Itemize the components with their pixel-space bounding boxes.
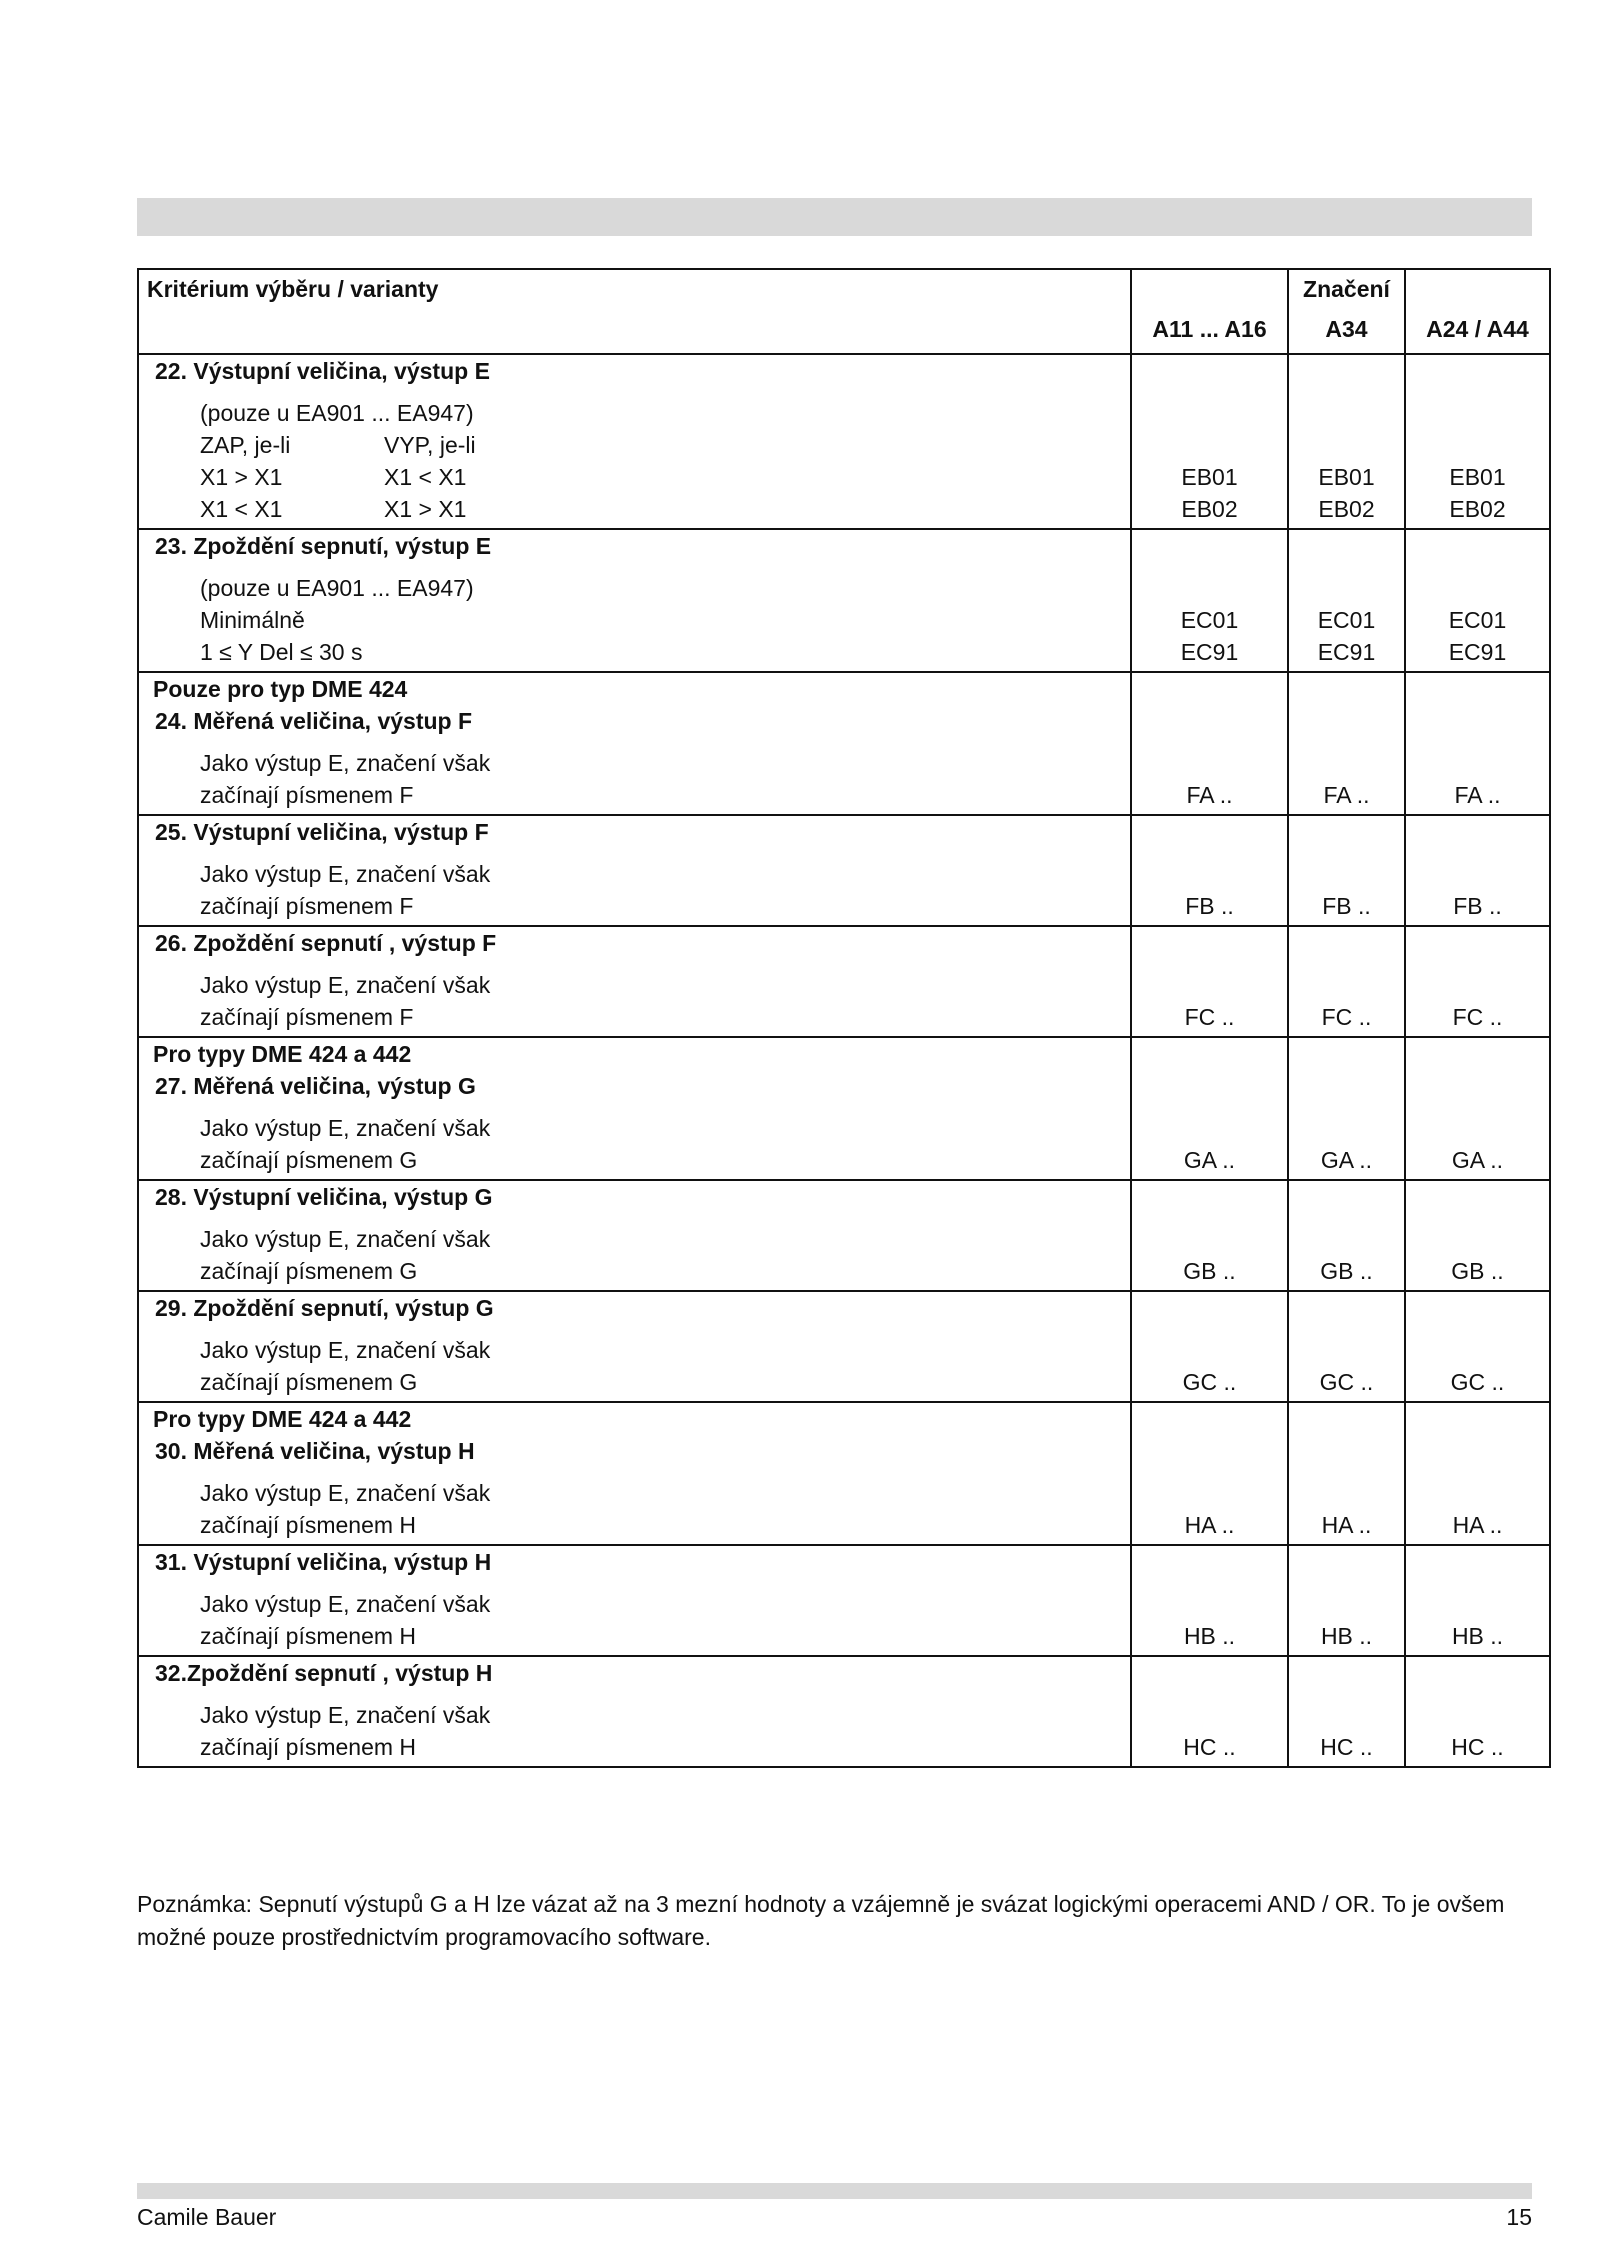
section-title: 31. Výstupní veličina, výstup H bbox=[155, 1549, 492, 1575]
column-header-a34: A34 bbox=[1325, 316, 1368, 342]
table-header-row bbox=[138, 269, 1550, 354]
section-group-heading: Pro typy DME 424 a 442 bbox=[153, 1041, 412, 1067]
option-text-secondary: VYP, je-li bbox=[384, 432, 476, 458]
designation-code: FC .. bbox=[1184, 1004, 1235, 1030]
option-text: Jako výstup E, značení však bbox=[200, 861, 491, 887]
column-header-a11-a16: A11 ... A16 bbox=[1152, 316, 1267, 342]
option-text-secondary: X1 > X1 bbox=[384, 496, 467, 522]
footer-page-number: 15 bbox=[1506, 2204, 1532, 2230]
designation-code bbox=[1406, 1699, 1549, 1731]
criterion-header: Kritérium výběru / varianty bbox=[138, 269, 1131, 354]
designation-code: EC01 bbox=[1180, 607, 1239, 633]
option-text-secondary: X1 < X1 bbox=[384, 464, 467, 490]
designation-code: EB01 bbox=[1449, 464, 1506, 490]
designation-code: EB01 bbox=[1181, 464, 1238, 490]
section-title: 26. Zpoždění sepnutí , výstup F bbox=[155, 930, 497, 956]
section-title: 22. Výstupní veličina, výstup E bbox=[155, 358, 490, 384]
designation-code bbox=[1406, 969, 1549, 1001]
designation-code bbox=[1289, 858, 1404, 890]
option-text: Jako výstup E, značení však bbox=[200, 1702, 491, 1728]
section-title: 24. Měřená veličina, výstup F bbox=[155, 708, 473, 734]
option-text: Jako výstup E, značení však bbox=[200, 1337, 491, 1363]
criterion-section bbox=[138, 1656, 1550, 1767]
designation-code bbox=[1289, 572, 1404, 604]
designation-code: EC91 bbox=[1448, 639, 1507, 665]
option-text: začínají písmenem G bbox=[200, 1369, 418, 1395]
designation-code: EC91 bbox=[1317, 639, 1376, 665]
designation-code: FB .. bbox=[1322, 893, 1371, 919]
option-text: začínají písmenem F bbox=[200, 782, 414, 808]
designation-code: HA .. bbox=[1452, 1512, 1503, 1538]
designation-code bbox=[1132, 858, 1287, 890]
option-line bbox=[139, 604, 1130, 636]
footer-bar bbox=[137, 2183, 1532, 2199]
option-text: začínají písmenem H bbox=[200, 1623, 417, 1649]
designation-code bbox=[1289, 1334, 1404, 1366]
option-line bbox=[139, 1588, 1130, 1620]
option-text: (pouze u EA901 ... EA947) bbox=[200, 575, 474, 601]
option-line bbox=[139, 969, 1130, 1001]
designation-code: FA .. bbox=[1323, 782, 1370, 808]
designation-code: FC .. bbox=[1321, 1004, 1372, 1030]
option-line bbox=[139, 1144, 1130, 1176]
option-line bbox=[139, 1112, 1130, 1144]
designation-code bbox=[1406, 1112, 1549, 1144]
option-line bbox=[139, 397, 1130, 429]
option-line bbox=[139, 1334, 1130, 1366]
designation-code bbox=[1406, 397, 1549, 429]
footnote: Poznámka: Sepnutí výstupů G a H lze vázat až na 3 mezní hodnoty a vzájemně je svázat logickými operacemi AND / OR. To je ovšem možné pouze prostřednictvím programovacího software. bbox=[137, 1891, 1505, 1950]
designation-group-header: Značení bbox=[1303, 276, 1390, 302]
option-text: začínají písmenem F bbox=[200, 893, 414, 919]
designation-code: EC91 bbox=[1180, 639, 1239, 665]
designation-code bbox=[1132, 397, 1287, 429]
option-line bbox=[139, 1223, 1130, 1255]
designation-code bbox=[1406, 429, 1549, 461]
option-text: Jako výstup E, značení však bbox=[200, 1226, 491, 1252]
designation-code bbox=[1132, 429, 1287, 461]
section-title: 27. Měřená veličina, výstup G bbox=[155, 1073, 476, 1099]
option-text: Jako výstup E, značení však bbox=[200, 972, 491, 998]
designation-code: HC .. bbox=[1451, 1734, 1504, 1760]
section-title: 25. Výstupní veličina, výstup F bbox=[155, 819, 489, 845]
option-line bbox=[139, 572, 1130, 604]
designation-code: FA .. bbox=[1186, 782, 1233, 808]
option-text: Minimálně bbox=[200, 607, 305, 633]
option-line bbox=[139, 429, 1130, 461]
designation-code bbox=[1289, 429, 1404, 461]
criterion-section bbox=[138, 1180, 1550, 1291]
section-group-heading: Pouze pro typ DME 424 bbox=[153, 676, 408, 702]
designation-code: GB .. bbox=[1183, 1258, 1236, 1284]
designation-code bbox=[1406, 858, 1549, 890]
designation-code bbox=[1406, 1334, 1549, 1366]
designation-code: GB .. bbox=[1320, 1258, 1373, 1284]
option-line bbox=[139, 493, 1130, 525]
designation-code: HA .. bbox=[1321, 1512, 1372, 1538]
option-line bbox=[139, 1699, 1130, 1731]
option-text: (pouze u EA901 ... EA947) bbox=[200, 400, 474, 426]
designation-code: EB02 bbox=[1449, 496, 1506, 522]
designation-code bbox=[1132, 747, 1287, 779]
option-text: Jako výstup E, značení však bbox=[200, 750, 491, 776]
criterion-section bbox=[138, 1545, 1550, 1656]
option-line bbox=[139, 779, 1130, 811]
section-title: 28. Výstupní veličina, výstup G bbox=[155, 1184, 493, 1210]
option-line bbox=[139, 1509, 1130, 1541]
designation-code bbox=[1406, 1223, 1549, 1255]
option-text: ZAP, je-li bbox=[200, 432, 291, 458]
designation-code: GC .. bbox=[1182, 1369, 1237, 1395]
designation-code: FA .. bbox=[1454, 782, 1501, 808]
designation-code: HB .. bbox=[1320, 1623, 1373, 1649]
designation-code bbox=[1289, 969, 1404, 1001]
option-line bbox=[139, 1366, 1130, 1398]
designation-code: FB .. bbox=[1453, 893, 1502, 919]
designation-code bbox=[1289, 1477, 1404, 1509]
option-line bbox=[139, 1001, 1130, 1033]
option-text: začínají písmenem G bbox=[200, 1258, 418, 1284]
designation-code: EB01 bbox=[1318, 464, 1375, 490]
designation-code bbox=[1289, 1588, 1404, 1620]
option-text: začínají písmenem G bbox=[200, 1147, 418, 1173]
option-line bbox=[139, 747, 1130, 779]
criterion-section bbox=[138, 926, 1550, 1037]
criterion-section bbox=[138, 1291, 1550, 1402]
designation-code: EB02 bbox=[1181, 496, 1238, 522]
section-title: 32.Zpoždění sepnutí , výstup H bbox=[155, 1660, 493, 1686]
criterion-section bbox=[138, 529, 1550, 672]
option-text: 1 ≤ Y Del ≤ 30 s bbox=[200, 639, 363, 665]
designation-code: GA .. bbox=[1451, 1147, 1504, 1173]
designation-code: HB .. bbox=[1183, 1623, 1236, 1649]
option-line bbox=[139, 1477, 1130, 1509]
designation-code: FC .. bbox=[1452, 1004, 1503, 1030]
option-text: Jako výstup E, značení však bbox=[200, 1480, 491, 1506]
option-line bbox=[139, 858, 1130, 890]
designation-code bbox=[1132, 572, 1287, 604]
option-line bbox=[139, 461, 1130, 493]
designation-code: HB .. bbox=[1451, 1623, 1504, 1649]
section-title: 30. Měřená veličina, výstup H bbox=[155, 1438, 475, 1464]
designation-code: HA .. bbox=[1184, 1512, 1235, 1538]
option-line bbox=[139, 636, 1130, 668]
designation-code bbox=[1289, 1699, 1404, 1731]
section-group-heading: Pro typy DME 424 a 442 bbox=[153, 1406, 412, 1432]
designation-code bbox=[1132, 1588, 1287, 1620]
section-title: 23. Zpoždění sepnutí, výstup E bbox=[155, 533, 492, 559]
criterion-section bbox=[138, 815, 1550, 926]
designation-code bbox=[1406, 1477, 1549, 1509]
criterion-section bbox=[138, 1037, 1550, 1180]
option-line bbox=[139, 890, 1130, 922]
designation-code bbox=[1406, 747, 1549, 779]
designation-code bbox=[1132, 1223, 1287, 1255]
designation-code: GA .. bbox=[1320, 1147, 1373, 1173]
section-title: 29. Zpoždění sepnutí, výstup G bbox=[155, 1295, 494, 1321]
option-text: X1 > X1 bbox=[200, 464, 283, 490]
designation-code: HC .. bbox=[1320, 1734, 1373, 1760]
option-line bbox=[139, 1620, 1130, 1652]
designation-code bbox=[1289, 1112, 1404, 1144]
option-line bbox=[139, 1731, 1130, 1763]
designation-code: GC .. bbox=[1319, 1369, 1374, 1395]
option-text: X1 < X1 bbox=[200, 496, 283, 522]
column-header-a24-a44: A24 / A44 bbox=[1426, 316, 1529, 342]
designation-code bbox=[1132, 969, 1287, 1001]
designation-code: HC .. bbox=[1183, 1734, 1236, 1760]
criterion-section bbox=[138, 354, 1550, 529]
option-text: začínají písmenem H bbox=[200, 1734, 417, 1760]
designation-code: EB02 bbox=[1318, 496, 1375, 522]
option-line bbox=[139, 1255, 1130, 1287]
designation-code bbox=[1132, 1334, 1287, 1366]
option-text: Jako výstup E, značení však bbox=[200, 1115, 491, 1141]
option-text: Jako výstup E, značení však bbox=[200, 1591, 491, 1617]
designation-code: EC01 bbox=[1448, 607, 1507, 633]
designation-code: GA .. bbox=[1183, 1147, 1236, 1173]
designation-code: GC .. bbox=[1450, 1369, 1505, 1395]
designation-code: FB .. bbox=[1185, 893, 1234, 919]
footer-company: Camile Bauer bbox=[137, 2204, 277, 2230]
criterion-section bbox=[138, 1402, 1550, 1545]
option-text: začínají písmenem F bbox=[200, 1004, 414, 1030]
option-text: začínají písmenem H bbox=[200, 1512, 417, 1538]
designation-code bbox=[1132, 1112, 1287, 1144]
designation-code: EC01 bbox=[1317, 607, 1376, 633]
designation-code: GB .. bbox=[1451, 1258, 1504, 1284]
designation-code bbox=[1406, 572, 1549, 604]
ordering-code-table bbox=[137, 268, 1551, 1768]
designation-code bbox=[1132, 1477, 1287, 1509]
designation-code bbox=[1289, 747, 1404, 779]
header-bar bbox=[137, 198, 1532, 236]
designation-code bbox=[1289, 1223, 1404, 1255]
designation-code bbox=[1132, 1699, 1287, 1731]
designation-code bbox=[1289, 397, 1404, 429]
criterion-section bbox=[138, 672, 1550, 815]
designation-code bbox=[1406, 1588, 1549, 1620]
